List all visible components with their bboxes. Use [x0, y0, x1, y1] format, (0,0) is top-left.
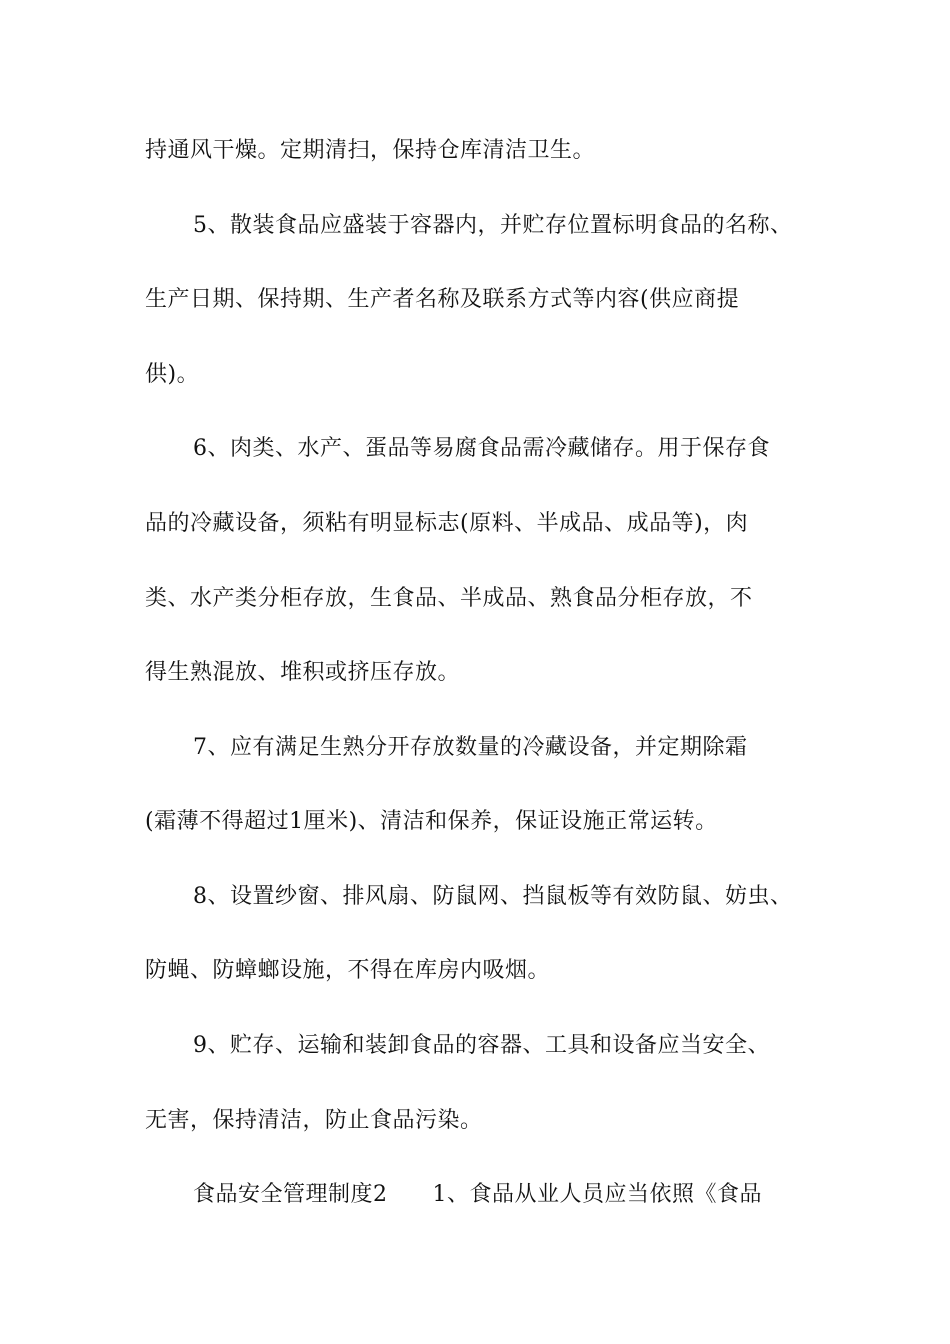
- paragraph-6-line-1: 6、肉类、水产、蛋品等易腐食品需冷藏储存。用于保存食: [193, 436, 770, 461]
- paragraph-8-line-2: 防蝇、防蟑螂设施，不得在库房内吸烟。: [145, 958, 551, 983]
- paragraph-6-line-2: 品的冷藏设备，须粘有明显标志(原料、半成品、成品等)，肉: [145, 511, 749, 536]
- paragraph-6-line-4: 得生熟混放、堆积或挤压存放。: [145, 660, 461, 685]
- paragraph-5-line-3: 供)。: [145, 362, 200, 387]
- text-line: 持通风干燥。定期清扫，保持仓库清洁卫生。: [145, 138, 596, 163]
- paragraph-8-line-1: 8、设置纱窗、排风扇、防鼠网、挡鼠板等有效防鼠、妨虫、: [193, 884, 793, 909]
- paragraph-6-line-3: 类、水产类分柜存放，生食品、半成品、熟食品分柜存放，不: [145, 586, 753, 611]
- paragraph-7-line-2: (霜薄不得超过1厘米)、清洁和保养，保证设施正常运转。: [145, 809, 718, 834]
- paragraph-5-line-1: 5、散装食品应盛装于容器内，并贮存位置标明食品的名称、: [193, 213, 793, 238]
- section-heading-line: 食品安全管理制度2 1、食品从业人员应当依照《食品: [193, 1182, 762, 1207]
- paragraph-9-line-1: 9、贮存、运输和装卸食品的容器、工具和设备应当安全、: [193, 1033, 770, 1058]
- paragraph-5-line-2: 生产日期、保持期、生产者名称及联系方式等内容(供应商提: [145, 287, 740, 312]
- paragraph-7-line-1: 7、应有满足生熟分开存放数量的冷藏设备，并定期除霜: [193, 735, 748, 760]
- paragraph-9-line-2: 无害，保持清洁，防止食品污染。: [145, 1108, 483, 1133]
